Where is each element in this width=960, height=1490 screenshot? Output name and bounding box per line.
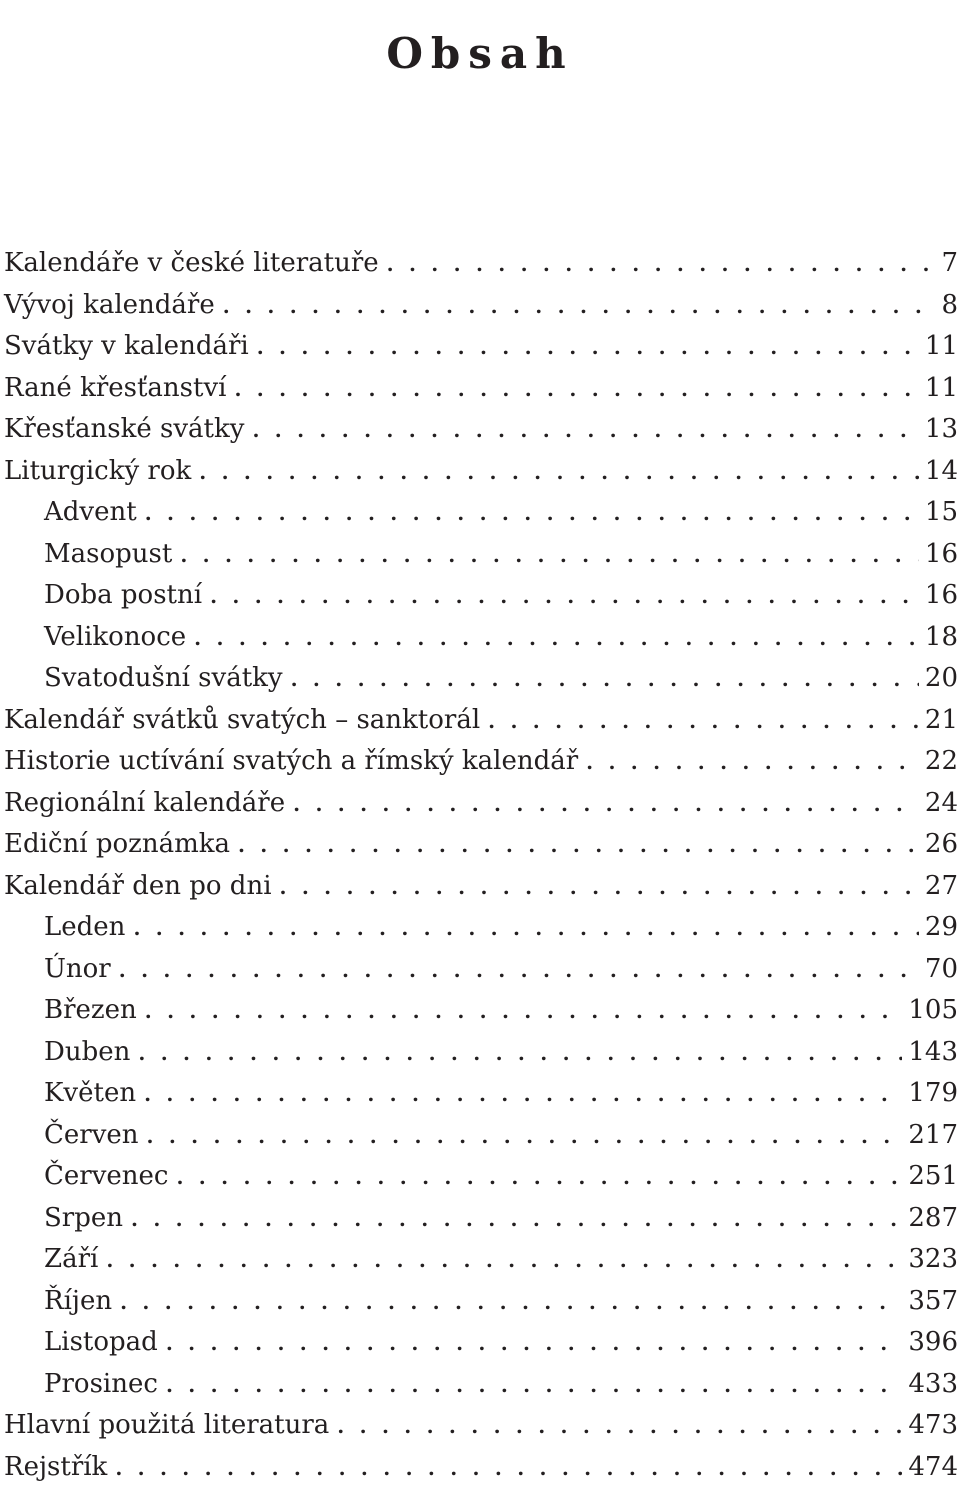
toc-entry-title: Prosinec: [44, 1368, 158, 1399]
toc-entry-page-number: 474: [908, 1451, 958, 1482]
dot-leader: [280, 867, 919, 909]
toc-entry-title: Březen: [44, 995, 137, 1025]
toc-entry-page-number: 105: [908, 995, 958, 1025]
dot-leader: [144, 1074, 902, 1116]
toc-entry: [4, 617, 958, 659]
toc-entry-page-number: 8: [941, 289, 958, 320]
toc-entry: [4, 285, 958, 327]
toc-entry-title: Únor: [44, 953, 111, 984]
toc-entry-title: Kalendář den po dni: [4, 870, 272, 901]
toc-entry: [4, 1032, 958, 1074]
dot-leader: [586, 742, 919, 784]
toc-entry: [4, 368, 958, 410]
toc-entry-title: Srpen: [44, 1202, 124, 1233]
table-of-contents: [4, 243, 958, 1488]
toc-entry: [4, 326, 958, 368]
dot-leader: [145, 493, 919, 535]
toc-entry: [4, 1198, 958, 1240]
toc-entry-title: Vývoj kalendáře: [4, 289, 215, 320]
toc-entry-page-number: 11: [924, 372, 958, 403]
toc-entry: [4, 492, 958, 534]
toc-entry-page-number: 323: [908, 1244, 958, 1274]
toc-entry: [4, 1115, 958, 1157]
dot-leader: [387, 244, 936, 286]
toc-entry-page-number: 217: [908, 1119, 958, 1150]
dot-leader: [147, 1116, 903, 1158]
toc-entry: [4, 907, 958, 949]
toc-entry-page-number: 143: [908, 1036, 958, 1067]
toc-entry-title: Historie uctívání svatých a římský kalendář: [4, 746, 579, 776]
toc-entry-page-number: 287: [908, 1202, 958, 1233]
toc-entry-page-number: 26: [924, 829, 958, 859]
toc-entry-page-number: 473: [908, 1410, 958, 1440]
toc-entry-title: Rané křesťanství: [4, 372, 227, 403]
dot-leader: [293, 784, 919, 826]
toc-entry-title: Ediční poznámka: [4, 829, 230, 859]
toc-entry-page-number: 16: [924, 538, 958, 569]
toc-entry-title: Listopad: [44, 1327, 158, 1357]
toc-entry-page-number: 396: [908, 1327, 958, 1357]
toc-entry-page-number: 18: [924, 621, 958, 652]
toc-entry-title: Září: [44, 1244, 99, 1274]
toc-entry-page-number: 357: [908, 1285, 958, 1316]
page-title: Obsah: [386, 29, 574, 79]
dot-leader: [145, 991, 903, 1033]
toc-entry-page-number: 27: [924, 870, 958, 901]
toc-entry-page-number: 15: [924, 497, 958, 527]
toc-entry-title: Květen: [44, 1078, 137, 1108]
toc-entry-page-number: 7: [941, 248, 958, 278]
dot-leader: [120, 1282, 902, 1324]
toc-entry: [4, 949, 958, 991]
toc-entry-title: Masopust: [44, 538, 173, 569]
toc-entry-title: Velikonoce: [44, 621, 187, 652]
dot-leader: [337, 1406, 902, 1448]
toc-entry-title: Liturgický rok: [4, 455, 192, 486]
toc-entry-page-number: 13: [924, 414, 958, 444]
dot-leader: [210, 576, 919, 618]
dot-leader: [106, 1240, 902, 1282]
toc-entry: [4, 741, 958, 783]
toc-entry-page-number: 24: [924, 787, 958, 818]
toc-entry: [4, 824, 958, 866]
toc-entry: [4, 866, 958, 908]
dot-leader: [238, 825, 919, 867]
toc-entry-title: Hlavní použitá literatura: [4, 1410, 330, 1440]
dot-leader: [115, 1448, 902, 1490]
toc-entry: [4, 783, 958, 825]
toc-entry-title: Kalendáře v české literatuře: [4, 248, 379, 278]
toc-entry-title: Červenec: [44, 1161, 169, 1191]
dot-leader: [199, 452, 919, 494]
dot-leader: [166, 1365, 902, 1407]
dot-leader: [176, 1157, 902, 1199]
dot-leader: [194, 618, 919, 660]
toc-entry-page-number: 11: [924, 331, 958, 361]
toc-entry: [4, 1405, 958, 1447]
toc-entry-title: Křesťanské svátky: [4, 414, 245, 444]
toc-entry-page-number: 433: [908, 1368, 958, 1399]
toc-entry-page-number: 16: [924, 580, 958, 610]
dot-leader: [234, 369, 918, 411]
toc-entry-title: Říjen: [44, 1285, 113, 1316]
toc-entry: [4, 534, 958, 576]
toc-entry: [4, 575, 958, 617]
toc-entry: [4, 700, 958, 742]
toc-entry-title: Červen: [44, 1119, 139, 1150]
toc-entry-title: Svátky v kalendáři: [4, 331, 249, 361]
toc-entry: [4, 1156, 958, 1198]
toc-entry-title: Regionální kalendáře: [4, 787, 286, 818]
toc-entry: [4, 1239, 958, 1281]
dot-leader: [291, 659, 919, 701]
toc-entry-page-number: 179: [908, 1078, 958, 1108]
toc-entry-title: Rejstřík: [4, 1451, 108, 1482]
toc-entry: [4, 1073, 958, 1115]
toc-entry-page-number: 21: [924, 704, 958, 735]
toc-entry-title: Leden: [44, 912, 126, 942]
toc-entry: [4, 451, 958, 493]
toc-entry-title: Doba postní: [44, 580, 203, 610]
toc-entry: [4, 1322, 958, 1364]
dot-leader: [138, 1033, 902, 1075]
dot-leader: [488, 701, 919, 743]
toc-entry: [4, 409, 958, 451]
dot-leader: [223, 286, 936, 328]
dot-leader: [131, 1199, 902, 1241]
dot-leader: [166, 1323, 903, 1365]
toc-entry-page-number: 29: [924, 912, 958, 942]
dot-leader: [180, 535, 919, 577]
dot-leader: [257, 327, 919, 369]
dot-leader: [133, 908, 918, 950]
toc-entry: [4, 658, 958, 700]
toc-entry: [4, 1281, 958, 1323]
dot-leader: [119, 950, 919, 992]
dot-leader: [252, 410, 918, 452]
toc-entry-page-number: 20: [924, 663, 958, 693]
toc-entry-title: Kalendář svátků svatých – sanktorál: [4, 704, 481, 735]
toc-entry: [4, 990, 958, 1032]
toc-entry-page-number: 14: [924, 455, 958, 486]
toc-entry: [4, 1447, 958, 1489]
toc-entry-title: Advent: [44, 497, 137, 527]
toc-entry: [4, 243, 958, 285]
toc-entry-page-number: 22: [924, 746, 958, 776]
toc-entry: [4, 1364, 958, 1406]
toc-entry-title: Svatodušní svátky: [44, 663, 283, 693]
toc-entry-page-number: 251: [908, 1161, 958, 1191]
toc-entry-page-number: 70: [924, 953, 958, 984]
toc-entry-title: Duben: [44, 1036, 131, 1067]
